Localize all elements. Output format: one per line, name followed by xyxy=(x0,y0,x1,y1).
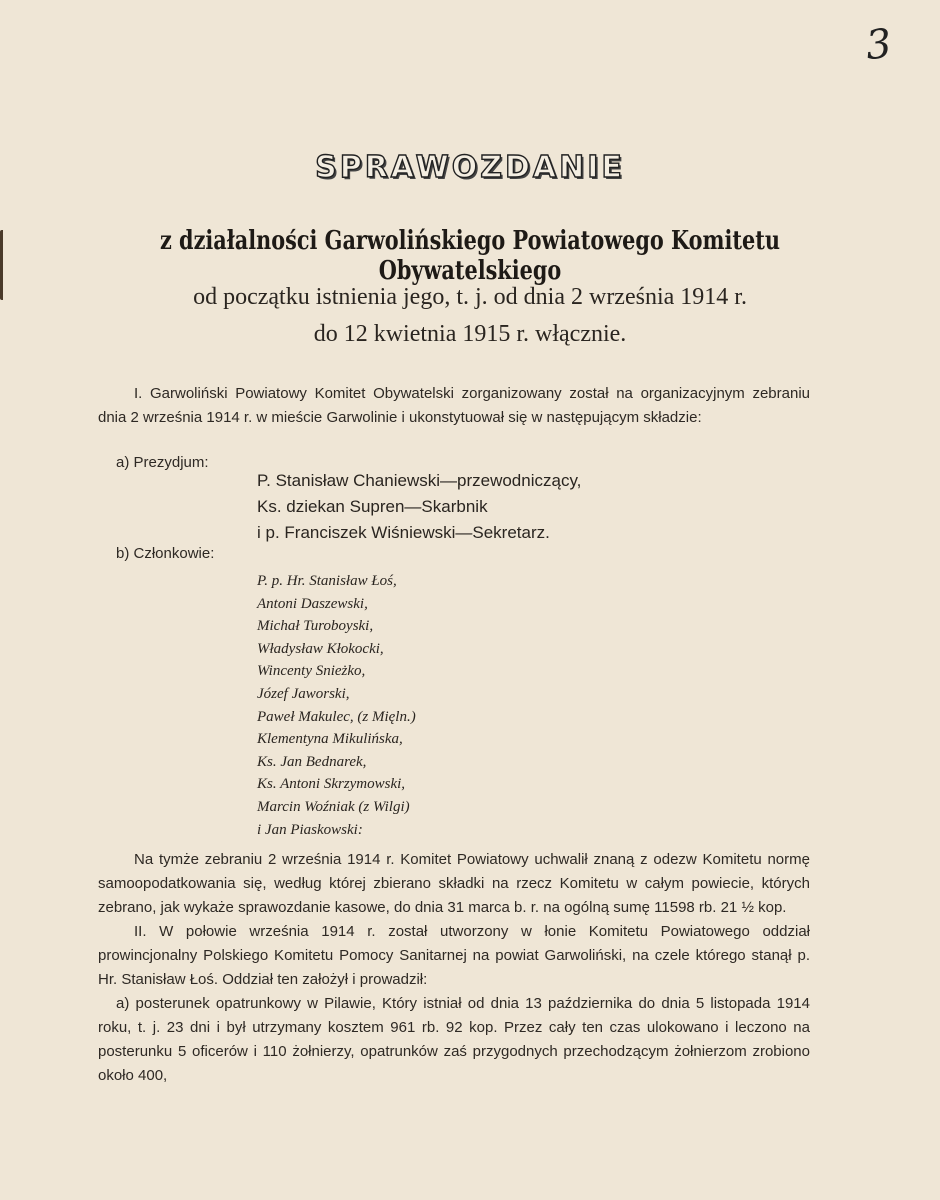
members-list xyxy=(257,570,416,841)
members-label: b) Członkowie: xyxy=(116,545,215,562)
section-1-text: I. Garwoliński Powiatowy Komitet Obywatelski zorganizowany został na organizacyjnym zebraniu dnia 2 września 1914 r. w mieście Garwolinie i ukonstytuował się w następującym składzie: xyxy=(98,385,810,426)
document-title: SPRAWOZDANIE xyxy=(315,150,625,185)
member-name: Antoni Daszewski, xyxy=(257,595,368,612)
section-1-closing xyxy=(98,848,810,1088)
section-1-intro xyxy=(98,382,810,430)
member-name: Władysław Kłokocki, xyxy=(257,640,384,657)
page-number: 3 xyxy=(863,20,894,70)
member-name: Marcin Woźniak (z Wilgi) xyxy=(257,798,410,815)
section-2-item-a: a) posterunek opatrunkowy w Pilawie, Który istniał od dnia 13 października do dnia 5 listopada 1914 roku, t. j. 23 dni i był utrzymany kosztem 961 rb. 92 kop. Przez cały ten czas ulokowano i leczono na posterunku 5 oficerów i 110 żołnierzy, opatrunków zaś przygodnych przechodzącym żołnierzom zrobiono około 400, xyxy=(98,995,810,1084)
presidium-member: Ks. dziekan Supren—Skarbnik xyxy=(257,497,488,516)
presidium-list xyxy=(257,468,581,546)
member-name: Józef Jaworski, xyxy=(257,685,350,702)
presidium-member: i p. Franciszek Wiśniewski—Sekretarz. xyxy=(257,523,550,542)
member-name: Ks. Antoni Skrzymowski, xyxy=(257,776,406,793)
subtitle-line-3: do 12 kwietnia 1915 r. włącznie. xyxy=(313,321,627,347)
member-name: Michał Turoboyski, xyxy=(257,618,374,635)
member-name: i Jan Piaskowski: xyxy=(257,821,363,838)
section-2-text: II. W połowie września 1914 r. został utworzony w łonie Komitetu Powiatowego oddział prowincjonalny Polskiego Komitetu Pomocy Sanitarnej na powiat Garwoliński, na czele którego stanął p. Hr. Stanisław Łoś. Oddział ten założył i prowadził: xyxy=(98,923,810,988)
member-name: Wincenty Snieżko, xyxy=(257,663,366,680)
member-name: Paweł Makulec, (z Mięln.) xyxy=(257,708,416,725)
presidium-member: P. Stanisław Chaniewski—przewodniczący, xyxy=(257,471,582,490)
document-subtitle: z działalności Garwolińskiego Powiatowego Komitetu Obywatelskiego xyxy=(160,226,780,286)
closing-paragraph: Na tymże zebraniu 2 września 1914 r. Komitet Powiatowy uchwalił znaną z odezw Komitetu normę samoopodatkowania się, według której zbierano składki na rzecz Komitetu w całym powiecie, których zebrano, jak wykaże sprawozdanie kasowe, do dnia 31 marca b. r. na ogólną sumę 11598 rb. 21 ½ kop. xyxy=(98,851,810,916)
member-name: P. p. Hr. Stanisław Łoś, xyxy=(257,573,397,589)
member-name: Klementyna Mikulińska, xyxy=(257,731,403,748)
subtitle-line-2: od początku istnienia jego, t. j. od dnia 2 września 1914 r. xyxy=(193,284,747,310)
presidium-label: a) Prezydjum: xyxy=(116,454,209,471)
member-name: Ks. Jan Bednarek, xyxy=(257,753,367,770)
